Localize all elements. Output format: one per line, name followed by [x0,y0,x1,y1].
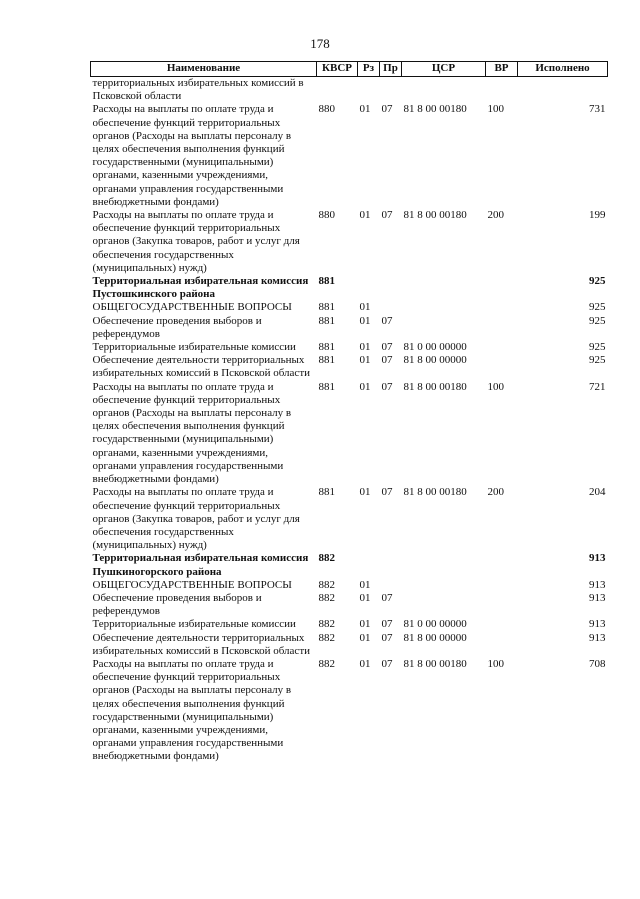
row-kvsr: 882 [318,618,335,631]
row-csr [402,315,486,341]
row-kvsr: 882 [318,552,335,565]
column-header-pr: Пр [380,62,402,77]
page-number: 178 [310,36,330,51]
row-name: Территориальные избирательные комиссии [92,341,296,354]
row-name: Обеспечение деятельности территориальных избирательных комиссий в Псковской области [92,631,311,657]
table-row [91,77,608,104]
row-rz: 01 [359,354,371,367]
row-amount: 913 [589,552,606,565]
row-rz: 01 [359,103,371,116]
row-rz [358,552,380,578]
row-name: Обеспечение деятельности территориальных избирательных комиссий в Псковской области [92,354,311,380]
table-row [91,209,608,275]
row-vr [486,592,518,618]
row-vr: 200 [487,486,504,499]
row-rz: 01 [359,301,371,314]
row-amount: 913 [589,591,606,604]
row-name: территориальных избирательных комиссий в Псковской области [92,77,304,103]
row-name: Расходы на выплаты по оплате труда и обеспечение функций территориальных органов (Расходы на выплаты персоналу в целях обеспечения выполнения функций государственными (муниципальными) органами, казенными учреждениями, органами управления государственными внебюджетными фондами) [92,103,292,208]
row-pr: 07 [381,486,393,499]
row-csr: 81 8 00 00180 [403,657,467,670]
row-name: ОБЩЕГОСУДАРСТВЕННЫЕ ВОПРОСЫ [92,578,292,591]
row-vr [486,632,518,658]
row-amount: 731 [589,103,606,116]
row-amount: 925 [589,314,606,327]
row-amount: 913 [589,578,606,591]
row-name: Обеспечение проведения выборов и референдумов [92,591,262,618]
row-kvsr: 881 [318,354,335,367]
row-pr: 07 [381,354,393,367]
row-pr: 07 [381,341,393,354]
row-vr: 100 [487,380,504,393]
row-amount [518,77,608,104]
row-csr: 81 8 00 00180 [403,380,467,393]
row-vr [486,301,518,314]
row-vr [486,315,518,341]
row-csr: 81 8 00 00180 [403,103,467,116]
column-header-kvsr: КВСР [317,62,358,77]
table-row [91,103,608,209]
table-row [91,354,608,380]
row-kvsr: 880 [318,209,335,222]
row-pr: 07 [381,314,393,327]
row-csr: 81 0 00 00000 [403,341,467,354]
row-pr: 07 [381,631,393,644]
row-pr: 07 [381,103,393,116]
table-row [91,592,608,618]
row-rz: 01 [359,314,371,327]
row-name: Расходы на выплаты по оплате труда и обеспечение функций территориальных органов (Расходы на выплаты персоналу в целях обеспечения выполнения функций государственными (муниципальными) органами, казенными учреждениями, органами управления государственными внебюджетными фондами) [92,380,292,486]
row-amount: 925 [589,301,606,314]
row-pr [380,301,402,314]
row-vr: 200 [487,209,504,222]
row-pr: 07 [381,657,393,670]
column-header-amount: Исполнено [518,62,608,77]
table-row [91,275,608,301]
row-csr: 81 8 00 00180 [403,209,467,222]
row-amount: 925 [589,341,606,354]
row-vr [486,354,518,380]
row-pr: 07 [381,591,393,604]
row-vr [486,77,518,104]
row-kvsr: 881 [318,380,335,393]
row-csr [402,552,486,578]
row-amount: 199 [589,209,606,222]
row-kvsr: 882 [318,657,335,670]
row-rz [358,77,380,104]
row-pr [380,77,402,104]
row-amount: 925 [589,354,606,367]
row-rz: 01 [359,341,371,354]
row-kvsr: 881 [318,314,335,327]
row-pr [380,579,402,592]
table-body [91,77,608,764]
column-header-name: Наименование [91,62,317,77]
row-csr [402,592,486,618]
row-pr [380,275,402,301]
table-row [91,552,608,578]
row-rz: 01 [359,209,371,222]
row-kvsr: 881 [318,486,335,499]
row-name: Расходы на выплаты по оплате труда и обеспечение функций территориальных органов (Закупка товаров, работ и услуг для обеспечения государственных (муниципальных) нужд) [92,486,300,552]
table-row [91,618,608,631]
row-vr [486,579,518,592]
row-rz: 01 [359,380,371,393]
table-row [91,341,608,354]
row-name: Территориальные избирательные комиссии [92,618,296,631]
row-amount: 925 [589,275,606,288]
row-rz: 01 [359,657,371,670]
row-kvsr: 881 [318,341,335,354]
row-vr [486,341,518,354]
row-vr: 100 [487,103,504,116]
table-row [91,381,608,487]
row-pr: 07 [381,618,393,631]
row-csr: 81 0 00 00000 [403,618,467,631]
row-pr: 07 [381,380,393,393]
row-name: Обеспечение проведения выборов и референдумов [92,314,262,340]
row-csr: 81 8 00 00000 [403,354,467,367]
row-rz: 01 [359,591,371,604]
column-header-vr: ВР [486,62,518,77]
row-rz: 01 [359,618,371,631]
row-rz: 01 [359,631,371,644]
table-row [91,658,608,764]
table-row [91,579,608,592]
budget-table [90,61,608,764]
row-vr [486,618,518,631]
row-kvsr: 881 [318,301,335,314]
row-csr [402,275,486,301]
table-row [91,301,608,314]
row-csr [402,579,486,592]
row-csr [402,301,486,314]
row-amount: 913 [589,631,606,644]
row-rz [358,275,380,301]
row-kvsr: 882 [318,631,335,644]
row-pr [380,552,402,578]
table-row [91,632,608,658]
row-kvsr: 880 [318,103,335,116]
row-kvsr: 881 [318,275,335,288]
row-amount: 204 [589,486,606,499]
row-kvsr: 882 [318,578,335,591]
row-name: Территориальная избирательная комиссия Пустошкинского района [92,275,309,301]
row-name: Расходы на выплаты по оплате труда и обеспечение функций территориальных органов (Закупка товаров, работ и услуг для обеспечения государственных (муниципальных) нужд) [92,209,300,274]
row-name: ОБЩЕГОСУДАРСТВЕННЫЕ ВОПРОСЫ [92,301,292,314]
row-csr: 81 8 00 00000 [403,631,467,644]
column-header-rz: Рз [358,62,380,77]
row-rz: 01 [359,486,371,499]
table-row [91,315,608,341]
row-amount: 708 [589,657,606,670]
row-name: Расходы на выплаты по оплате труда и обеспечение функций территориальных органов (Расходы на выплаты персоналу в целях обеспечения выполнения функций государственными (муниципальными) органами, казенными учреждениями, органами управления государственными внебюджетными фондами) [92,657,292,763]
column-header-csr: ЦСР [402,62,486,77]
row-csr: 81 8 00 00180 [403,486,467,499]
row-vr: 100 [487,657,504,670]
row-amount: 913 [589,618,606,631]
row-kvsr: 882 [318,591,335,604]
row-kvsr [317,77,358,104]
row-csr [402,77,486,104]
row-name: Территориальная избирательная комиссия Пушкиногорского района [92,552,309,578]
row-pr: 07 [381,209,393,222]
row-amount: 721 [589,380,606,393]
row-vr [486,552,518,578]
table-header-row [91,62,608,77]
table-row [91,486,608,552]
row-rz: 01 [359,578,371,591]
row-vr [486,275,518,301]
